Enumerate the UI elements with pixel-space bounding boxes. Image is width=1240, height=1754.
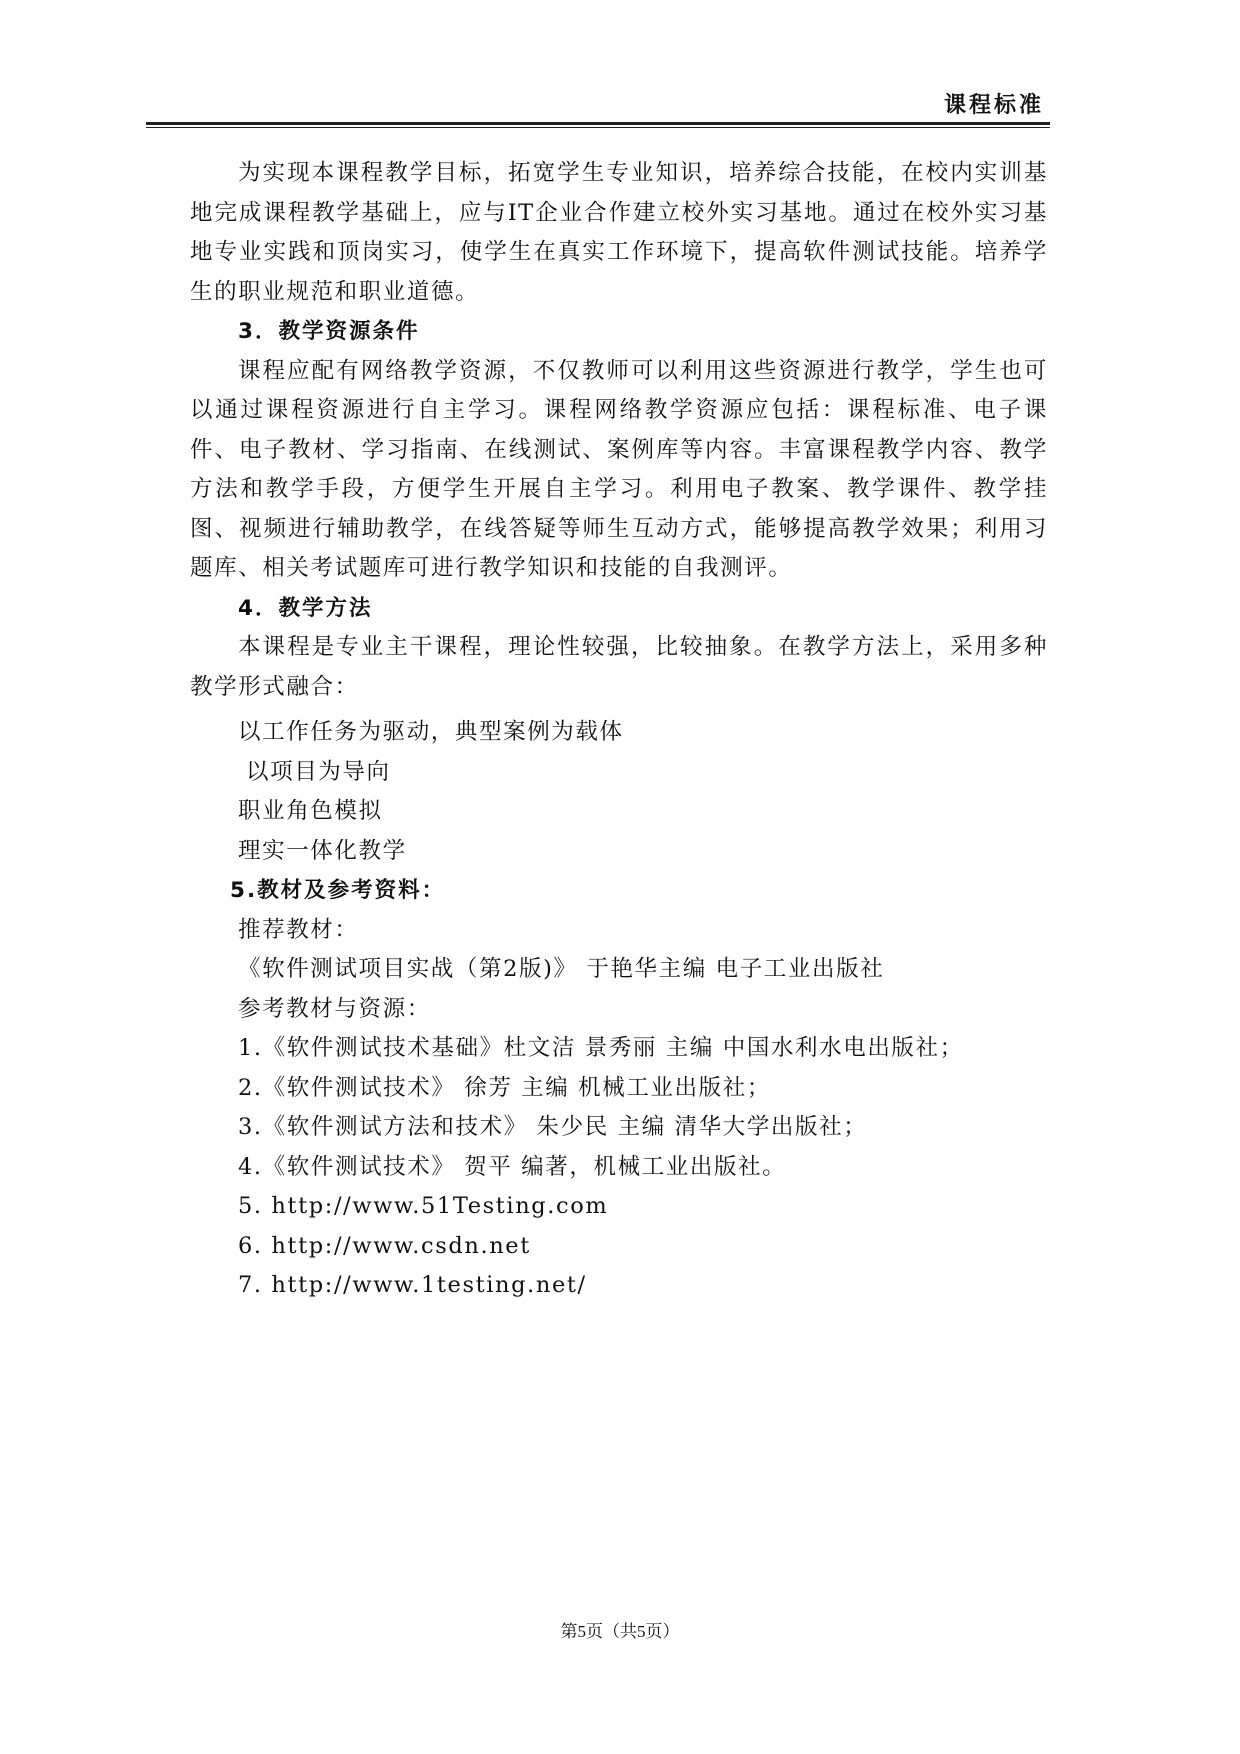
section-4-paragraph: 本课程是专业主干课程，理论性较强，比较抽象。在教学方法上，采用多种教学形式融合： bbox=[190, 634, 1048, 700]
intro-paragraph: 为实现本课程教学目标，拓宽学生专业知识，培养综合技能，在校内实训基地完成课程教学基础上，应与IT企业合作建立校外实习基地。通过在校外实习基地专业实践和顶岗实习，使学生在真实工作环境下，提高软件测试技能。培养学生的职业规范和职业道德。 bbox=[190, 160, 1048, 305]
reference-item: 1.《软件测试技术基础》杜文洁 景秀丽 主编 中国水利水电出版社； bbox=[238, 1035, 964, 1061]
section-5-heading: 5.教材及参考资料： bbox=[230, 878, 446, 903]
method-item: 以工作任务为驱动，典型案例为载体 bbox=[238, 719, 624, 745]
section-3-paragraph: 课程应配有网络教学资源，不仅教师可以利用这些资源进行教学，学生也可以通过课程资源进行自主学习。课程网络教学资源应包括：课程标准、电子课件、电子教材、学习指南、在线测试、案例库等内容。丰富课程教学内容、教学方法和教学手段，方便学生开展自主学习。利用电子教案、教学课件、教学挂图、视频进行辅助教学，在线答疑等师生互动方式，能够提高教学效果；利用习题库、相关考试题库可进行教学知识和技能的自我测评。 bbox=[190, 357, 1048, 581]
method-item: 职业角色模拟 bbox=[238, 798, 383, 824]
reference-item: 4.《软件测试技术》 贺平 编著，机械工业出版社。 bbox=[238, 1153, 787, 1180]
header-rule-thin bbox=[146, 127, 1050, 128]
reference-link[interactable]: 6. http://www.csdn.net bbox=[238, 1232, 531, 1259]
reference-link[interactable]: 5. http://www.51Testing.com bbox=[238, 1193, 609, 1219]
reference-item: 3.《软件测试方法和技术》 朱少民 主编 清华大学出版社； bbox=[238, 1114, 868, 1140]
references-label: 参考教材与资源： bbox=[238, 995, 431, 1022]
recommended-book: 《软件测试项目实战（第2版)》 于艳华主编 电子工业出版社 bbox=[238, 956, 885, 982]
method-item: 理实一体化教学 bbox=[238, 837, 407, 864]
document-body bbox=[190, 154, 1048, 1306]
method-item: 以项目为导向 bbox=[246, 758, 391, 785]
page-number: 第5页（共5页） bbox=[560, 1622, 680, 1641]
header-rule-thick bbox=[146, 122, 1050, 125]
reference-item: 2.《软件测试技术》 徐芳 主编 机械工业出版社； bbox=[238, 1074, 771, 1101]
section-4-heading: 4．教学方法 bbox=[238, 595, 373, 621]
recommended-label: 推荐教材： bbox=[238, 916, 359, 943]
header-title: 课程标准 bbox=[943, 93, 1044, 118]
reference-link[interactable]: 7. http://www.1testing.net/ bbox=[238, 1272, 587, 1298]
section-3-heading: 3．教学资源条件 bbox=[238, 319, 420, 344]
